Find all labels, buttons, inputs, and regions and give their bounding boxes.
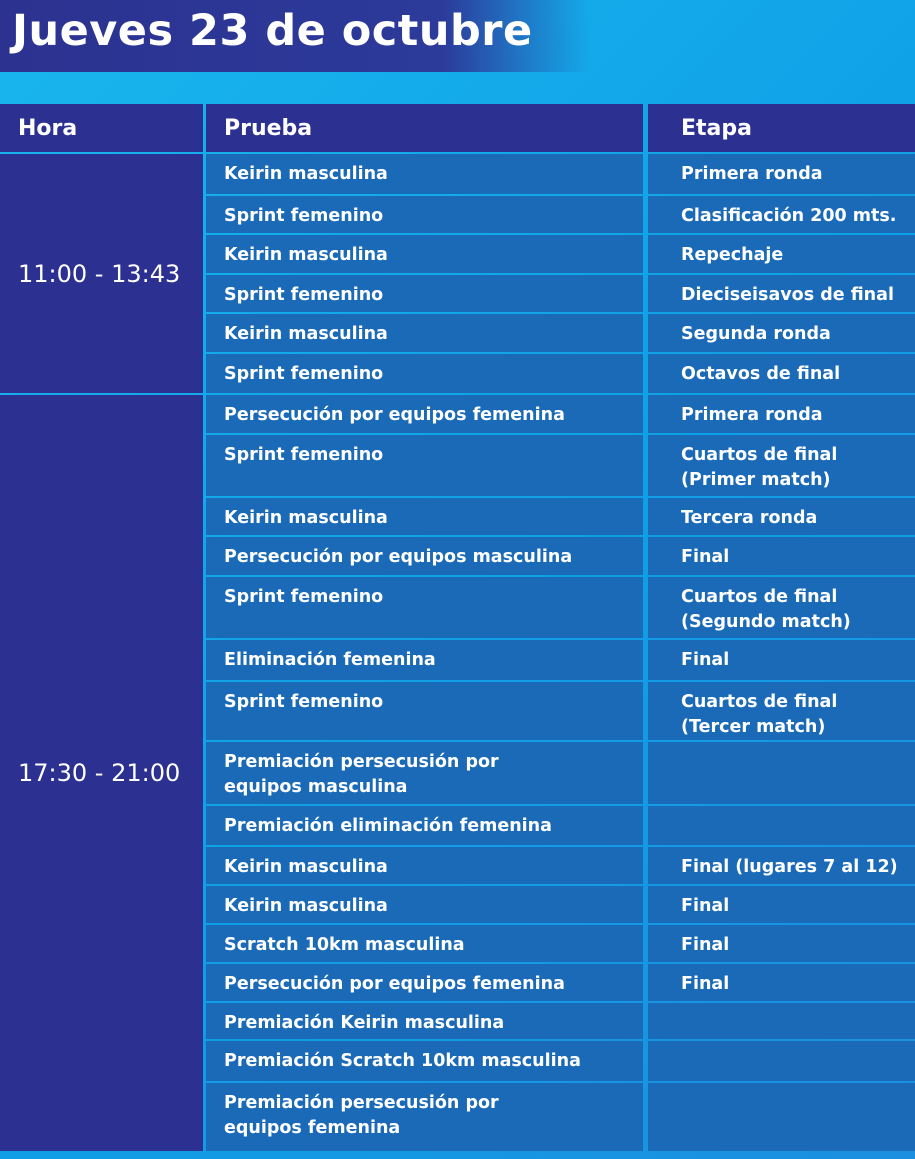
schedule-table xyxy=(0,104,915,1151)
row-20-etapa xyxy=(648,1003,915,1039)
row-14-prueba: Premiación persecusión por equipos masculina xyxy=(206,742,643,804)
header-etapa: Etapa xyxy=(648,104,915,152)
row-5-etapa: Segunda ronda xyxy=(648,314,915,352)
header-prueba: Prueba xyxy=(206,104,643,152)
row-15-etapa xyxy=(648,806,915,845)
row-11-etapa: Cuartos de final (Segundo match) xyxy=(648,577,915,638)
row-8-etapa: Cuartos de final (Primer match) xyxy=(648,435,915,496)
row-1-etapa: Primera ronda xyxy=(648,154,915,194)
row-7-prueba: Persecución por equipos femenina xyxy=(206,395,643,433)
row-10-prueba: Persecución por equipos masculina xyxy=(206,537,643,575)
row-8-prueba: Sprint femenino xyxy=(206,435,643,496)
time-block-evening: 17:30 - 21:00 xyxy=(0,395,203,1151)
row-1-prueba: Keirin masculina xyxy=(206,154,643,194)
row-16-prueba: Keirin masculina xyxy=(206,847,643,884)
row-16-etapa: Final (lugares 7 al 12) xyxy=(648,847,915,884)
row-6-prueba: Sprint femenino xyxy=(206,354,643,393)
row-21-prueba: Premiación Scratch 10km masculina xyxy=(206,1041,643,1081)
row-11-prueba: Sprint femenino xyxy=(206,577,643,638)
row-17-etapa: Final xyxy=(648,886,915,923)
row-10-etapa: Final xyxy=(648,537,915,575)
row-19-etapa: Final xyxy=(648,964,915,1001)
row-22-etapa xyxy=(648,1083,915,1151)
row-14-etapa xyxy=(648,742,915,804)
page-title: Jueves 23 de octubre xyxy=(12,6,533,56)
header-hora: Hora xyxy=(0,104,203,152)
row-9-etapa: Tercera ronda xyxy=(648,498,915,535)
row-18-prueba: Scratch 10km masculina xyxy=(206,925,643,962)
row-17-prueba: Keirin masculina xyxy=(206,886,643,923)
row-21-etapa xyxy=(648,1041,915,1081)
row-18-etapa: Final xyxy=(648,925,915,962)
title-bar xyxy=(0,0,590,72)
row-6-etapa: Octavos de final xyxy=(648,354,915,393)
row-3-etapa: Repechaje xyxy=(648,235,915,273)
row-7-etapa: Primera ronda xyxy=(648,395,915,433)
row-4-prueba: Sprint femenino xyxy=(206,275,643,312)
row-12-prueba: Eliminación femenina xyxy=(206,640,643,680)
row-12-etapa: Final xyxy=(648,640,915,680)
row-19-prueba: Persecución por equipos femenina xyxy=(206,964,643,1001)
row-3-prueba: Keirin masculina xyxy=(206,235,643,273)
row-2-etapa: Clasificación 200 mts. xyxy=(648,196,915,233)
row-2-prueba: Sprint femenino xyxy=(206,196,643,233)
row-22-prueba: Premiación persecusión por equipos femenina xyxy=(206,1083,643,1151)
row-9-prueba: Keirin masculina xyxy=(206,498,643,535)
row-5-prueba: Keirin masculina xyxy=(206,314,643,352)
row-20-prueba: Premiación Keirin masculina xyxy=(206,1003,643,1039)
row-15-prueba: Premiación eliminación femenina xyxy=(206,806,643,845)
row-13-prueba: Sprint femenino xyxy=(206,682,643,740)
row-13-etapa: Cuartos de final (Tercer match) xyxy=(648,682,915,740)
time-block-morning: 11:00 - 13:43 xyxy=(0,154,203,393)
row-4-etapa: Dieciseisavos de final xyxy=(648,275,915,312)
